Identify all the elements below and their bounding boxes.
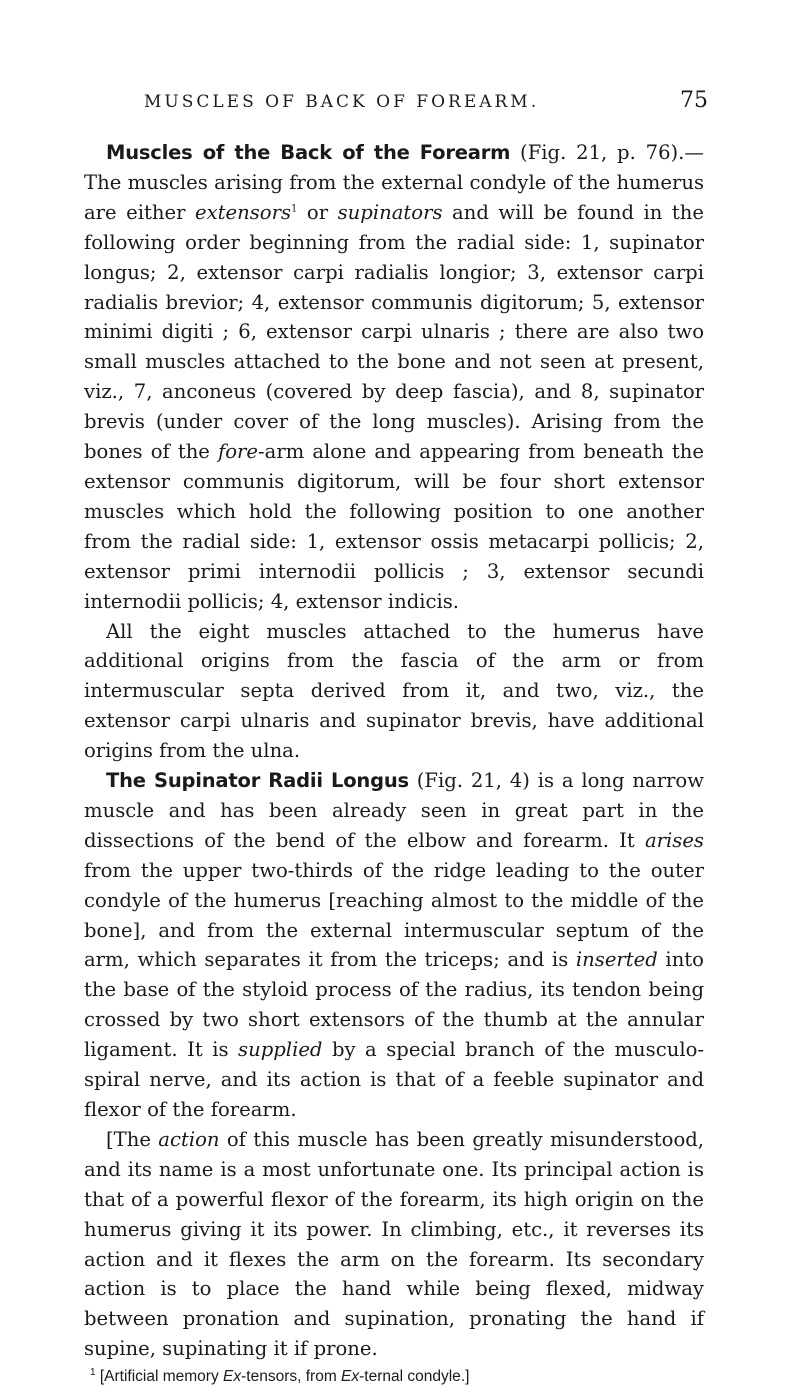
paragraph-supinator-radii-longus: [84, 766, 704, 1125]
running-head: [84, 88, 708, 122]
italic-term: extensors: [195, 200, 292, 224]
paragraph-muscles-back-forearm: [84, 138, 704, 617]
text-run: (Fig. 21, 4) is a long narrow muscle and has been already seen in great part in the dissections of the bend of the elbow and forearm. It: [84, 769, 704, 852]
text-run: into the base of the styloid process of the radius, its tendon being crossed by two short extensors of the thumb at the annular ligament. It is: [84, 948, 704, 1062]
text-run: [The: [106, 1127, 159, 1151]
body-text: [84, 138, 704, 1364]
italic-term: Ex: [341, 1368, 360, 1386]
text-run: or: [297, 200, 338, 224]
page-number: 75: [680, 88, 708, 113]
footnote-marker: 1: [90, 1367, 96, 1378]
italic-term: fore: [218, 440, 259, 464]
text-run: -tensors, from: [241, 1368, 342, 1386]
text-run: [Artificial memory: [95, 1368, 224, 1386]
italic-term: supplied: [238, 1038, 323, 1062]
footnote: [84, 1366, 704, 1388]
paragraph-action-note: [84, 1125, 704, 1364]
running-title: MUSCLES OF BACK OF FOREARM.: [144, 92, 540, 112]
footnote-marker: 1: [291, 203, 298, 215]
text-run: (Fig. 21, p. 76).—The muscles arising from the external condyle of the humerus are either: [84, 141, 704, 224]
section-heading: The Supinator Radii Longus: [106, 769, 409, 793]
italic-term: action: [158, 1127, 220, 1151]
italic-term: supinators: [337, 200, 443, 224]
paragraph-additional-origins: [84, 617, 704, 767]
text-run: All the eight muscles attached to the humerus have additional origins from the fascia of the arm or from intermuscular septa derived from it, and two, viz., the extensor carpi ulnaris and supinator brevis, have additional origins from the ulna.: [84, 619, 704, 763]
text-run: and will be found in the following order beginning from the radial side: 1, supinator longus; 2, extensor carpi radialis longior; 3, extensor carpi radialis brevior; 4, extensor communis digitorum; 5, extensor minimi digiti ; 6, extensor carpi ulnaris ; there are also two small muscles attached to the bone and not seen at present, viz., 7, anconeus (covered by deep fascia), and 8, supinator brevis (under cover of the long muscles). Arising from the bones of the: [84, 200, 705, 464]
text-run: by a special branch of the musculo-spiral nerve, and its action is that of a feeble supinator and flexor of the forearm.: [84, 1038, 704, 1121]
italic-term: inserted: [575, 948, 658, 972]
section-heading: Muscles of the Back of the Forearm: [106, 141, 511, 164]
text-run: from the upper two-thirds of the ridge leading to the outer condyle of the humerus [reaching almost to the middle of the bone], and from the external intermuscular septum of the arm, which separates it from the triceps; and is: [84, 858, 704, 972]
book-page: [84, 88, 708, 1388]
text-run: of this muscle has been greatly misunderstood, and its name is a most unfortunate one. Its principal action is that of a powerful flexor of the forearm, its high origin on the humerus giving it its power. In climbing, etc., it reverses its action and it flexes the arm on the forearm. Its secondary action is to place the hand while being flexed, midway between pronation and supination, pronating the hand if supine, supinating it if prone.: [84, 1127, 705, 1361]
text-run: -arm alone and appearing from beneath the extensor communis digitorum, will be four short extensor muscles which hold the following position to one another from the radial side: 1, extensor ossis metacarpi pollicis; 2, extensor primi internodii pollicis ; 3, extensor secundi internodii pollicis; 4, extensor indicis.: [84, 440, 705, 613]
text-run: -ternal condyle.]: [359, 1368, 470, 1386]
italic-term: arises: [644, 828, 704, 852]
italic-term: Ex: [223, 1368, 242, 1386]
